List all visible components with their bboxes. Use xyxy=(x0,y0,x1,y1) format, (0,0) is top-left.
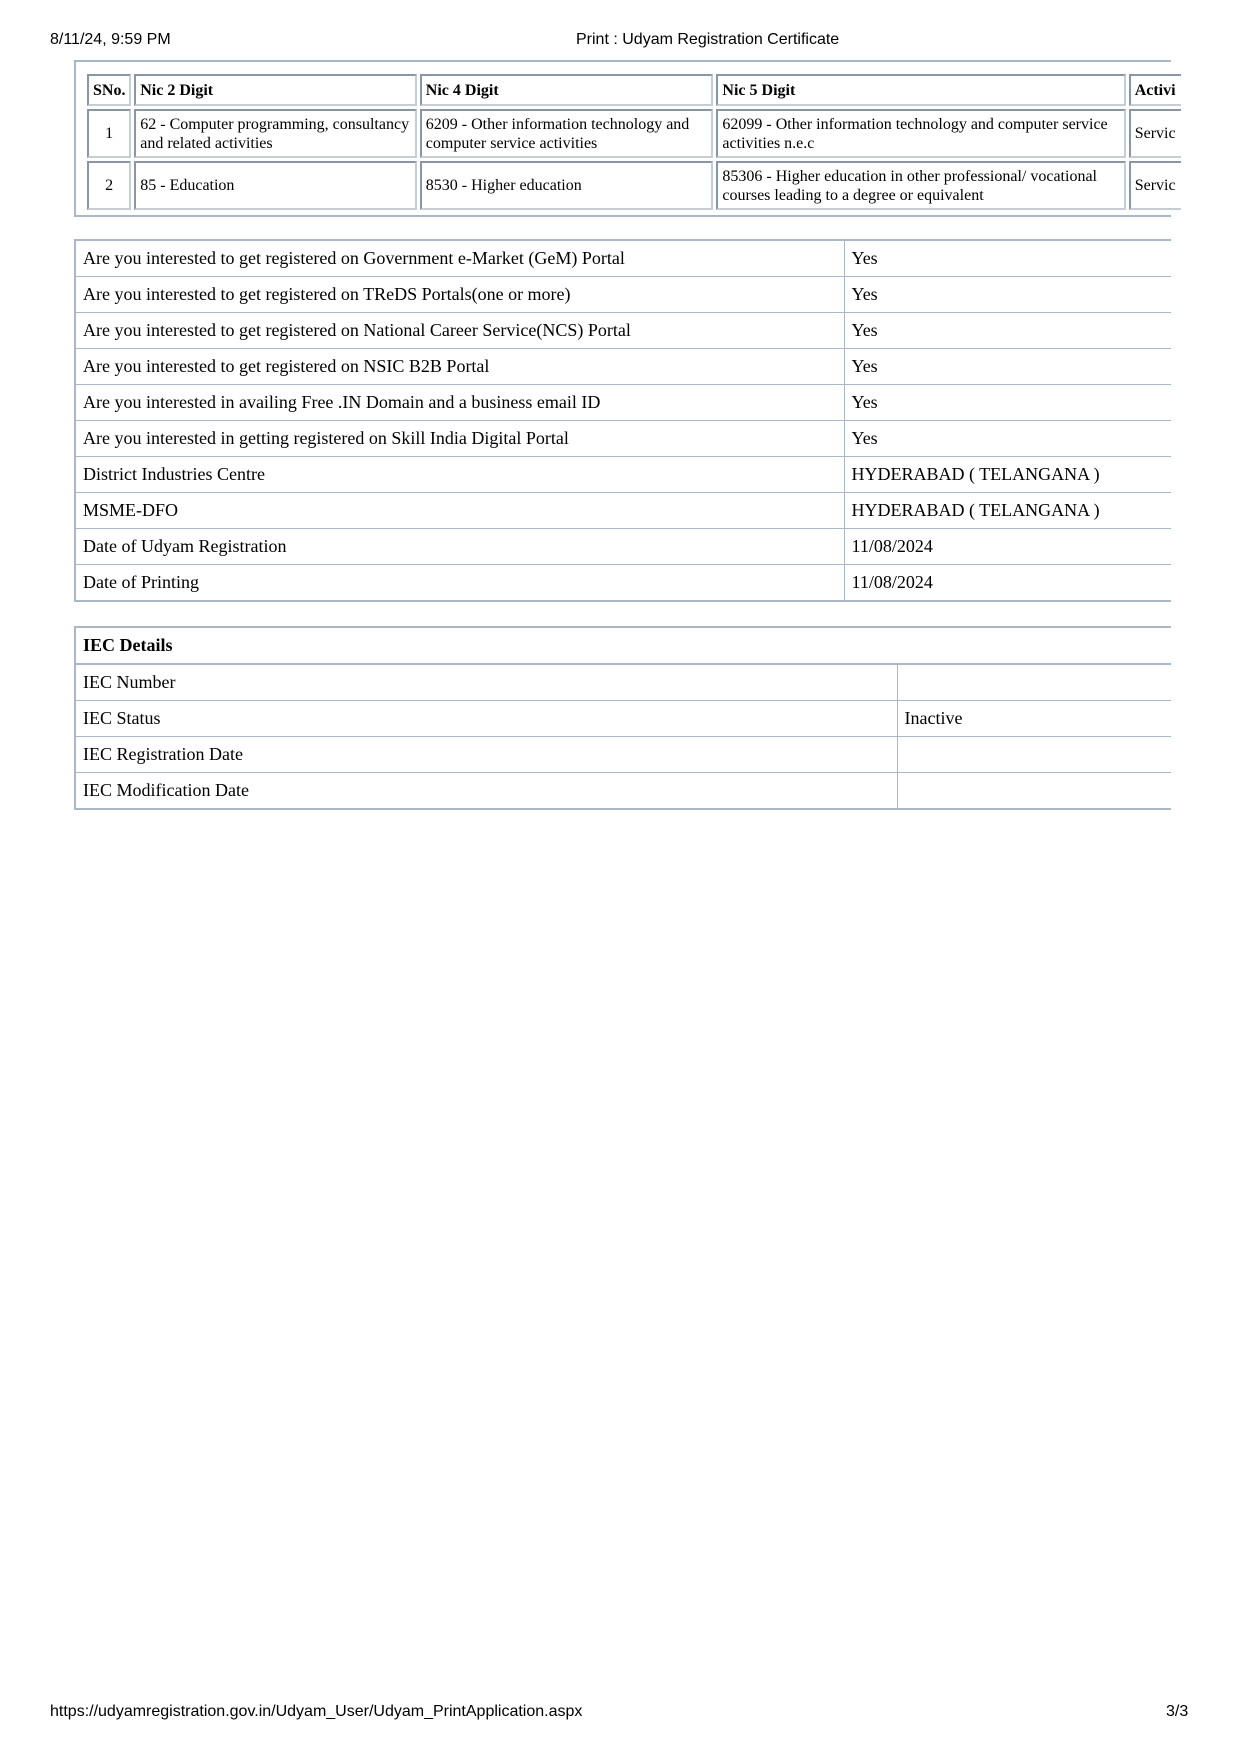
table-row xyxy=(75,701,1171,737)
registration-details-table xyxy=(74,239,1171,602)
cell-value: Yes xyxy=(844,385,1171,421)
cell-nic5: 85306 - Higher education in other professional/ vocational courses leading to a degree or equivalent xyxy=(716,161,1125,210)
table-row xyxy=(75,313,1171,349)
cell-label: IEC Modification Date xyxy=(75,773,897,810)
table-row xyxy=(75,737,1171,773)
col-nic4: Nic 4 Digit xyxy=(420,74,714,106)
table-row xyxy=(75,240,1171,277)
cell-value: Yes xyxy=(844,313,1171,349)
col-nic5: Nic 5 Digit xyxy=(716,74,1125,106)
cell-value: 11/08/2024 xyxy=(844,565,1171,602)
cell-label: IEC Status xyxy=(75,701,897,737)
cell-label: MSME-DFO xyxy=(75,493,844,529)
registration-details-container xyxy=(74,239,1171,602)
cell-value: Inactive xyxy=(897,701,1171,737)
page-url: https://udyamregistration.gov.in/Udyam_User/Udyam_PrintApplication.aspx xyxy=(50,1703,583,1720)
cell-activity: Servic xyxy=(1129,161,1181,210)
nic-table xyxy=(84,71,1184,213)
cell-value: Yes xyxy=(844,240,1171,277)
cell-sno: 1 xyxy=(87,109,131,158)
cell-value: HYDERABAD ( TELANGANA ) xyxy=(844,493,1171,529)
table-row xyxy=(75,349,1171,385)
cell-nic4: 8530 - Higher education xyxy=(420,161,714,210)
cell-value: Yes xyxy=(844,277,1171,313)
cell-sno: 2 xyxy=(87,161,131,210)
cell-value xyxy=(897,773,1171,810)
iec-details-table xyxy=(74,626,1171,810)
nic-table-container xyxy=(74,60,1176,217)
col-sno: SNo. xyxy=(87,74,131,106)
table-row xyxy=(75,493,1171,529)
cell-label: IEC Number xyxy=(75,664,897,701)
table-row xyxy=(75,421,1171,457)
cell-value: Yes xyxy=(844,421,1171,457)
table-row xyxy=(87,109,1181,158)
cell-value: Yes xyxy=(844,349,1171,385)
cell-label: Are you interested in getting registered on Skill India Digital Portal xyxy=(75,421,844,457)
cell-value xyxy=(897,664,1171,701)
iec-title: IEC Details xyxy=(75,627,1171,664)
cell-label: Are you interested to get registered on Government e-Market (GeM) Portal xyxy=(75,240,844,277)
col-activity: Activi xyxy=(1129,74,1181,106)
cell-label: Date of Printing xyxy=(75,565,844,602)
cell-label: Are you interested to get registered on NSIC B2B Portal xyxy=(75,349,844,385)
cell-label: District Industries Centre xyxy=(75,457,844,493)
cell-nic4: 6209 - Other information technology and computer service activities xyxy=(420,109,714,158)
cell-value xyxy=(897,737,1171,773)
table-row xyxy=(75,773,1171,810)
cell-label: Are you interested to get registered on TReDS Portals(one or more) xyxy=(75,277,844,313)
page-number: 3/3 xyxy=(1166,1703,1189,1720)
cell-nic2: 85 - Education xyxy=(134,161,417,210)
cell-nic2: 62 - Computer programming, consultancy and related activities xyxy=(134,109,417,158)
col-nic2: Nic 2 Digit xyxy=(134,74,417,106)
iec-title-row xyxy=(75,627,1171,664)
nic-header-row xyxy=(87,74,1181,106)
cell-activity: Servic xyxy=(1129,109,1181,158)
cell-value: 11/08/2024 xyxy=(844,529,1171,565)
cell-label: Date of Udyam Registration xyxy=(75,529,844,565)
iec-details-container xyxy=(74,626,1171,810)
print-datetime: 8/11/24, 9:59 PM xyxy=(50,31,171,48)
table-row xyxy=(75,565,1171,602)
table-row xyxy=(87,161,1181,210)
table-row xyxy=(75,664,1171,701)
table-row xyxy=(75,277,1171,313)
cell-label: IEC Registration Date xyxy=(75,737,897,773)
cell-label: Are you interested to get registered on National Career Service(NCS) Portal xyxy=(75,313,844,349)
cell-nic5: 62099 - Other information technology and computer service activities n.e.c xyxy=(716,109,1125,158)
table-row xyxy=(75,457,1171,493)
print-title: Print : Udyam Registration Certificate xyxy=(576,31,840,48)
table-row xyxy=(75,529,1171,565)
cell-label: Are you interested in availing Free .IN Domain and a business email ID xyxy=(75,385,844,421)
cell-value: HYDERABAD ( TELANGANA ) xyxy=(844,457,1171,493)
table-row xyxy=(75,385,1171,421)
